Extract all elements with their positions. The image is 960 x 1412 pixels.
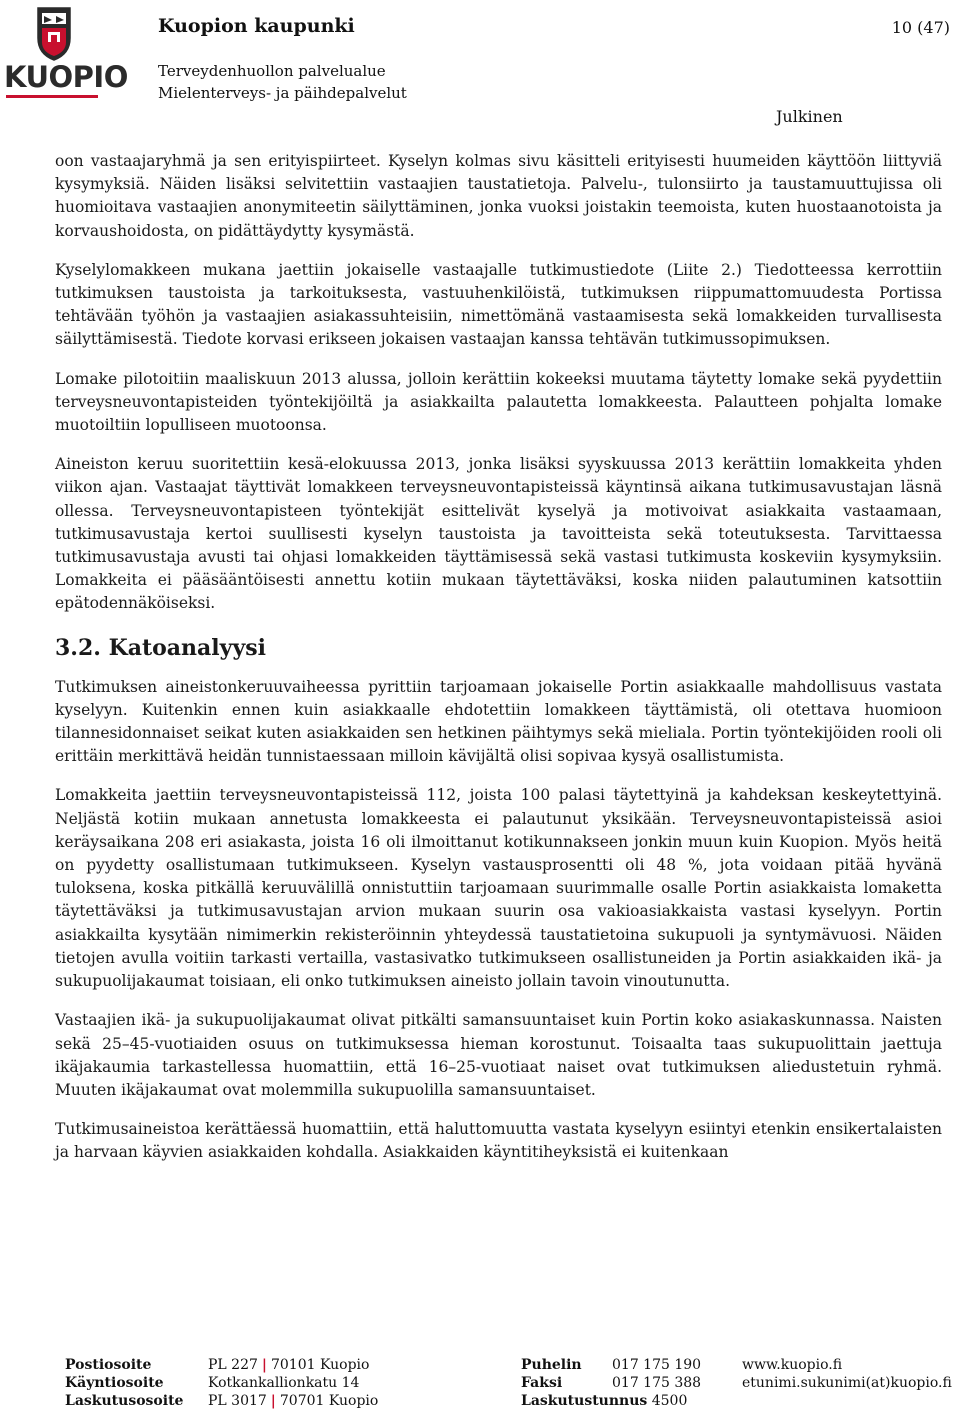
organization-name: Kuopion kaupunki bbox=[158, 15, 355, 37]
document-classification: Julkinen bbox=[776, 107, 843, 126]
page-footer bbox=[0, 1352, 960, 1412]
billing-address-value bbox=[208, 1392, 378, 1410]
footer-web bbox=[742, 1356, 952, 1392]
document-body bbox=[55, 150, 942, 1181]
email-link[interactable]: etunimi.sukunimi(at)kuopio.fi bbox=[742, 1375, 952, 1391]
billing-code: 70701 Kuopio bbox=[279, 1393, 379, 1409]
footer-labels-address bbox=[65, 1356, 183, 1410]
section-heading: 3.2. Katoanalyysi bbox=[55, 634, 266, 661]
website-link[interactable]: www.kuopio.fi bbox=[742, 1357, 843, 1373]
paragraph: oon vastaajaryhmä ja sen erityispiirteet. Kyselyn kolmas sivu käsitteli erityisesti huumeiden käyttöön liittyviä kysymyksiä. Näiden lisäksi selvitettiin vastaajien taustatietoja. Palvelu-, tulonsiirto ja taustamuuttujissa oli huomioitava vastaajien anonymiteetin säilyttäminen, jonka vuoksi joistakin teemoista, kuten huostaanotoista ja korvaushoidosta, on pidättäydytty kysymästä. bbox=[55, 152, 942, 240]
visiting-address-label: Käyntiosoite bbox=[65, 1375, 164, 1391]
footer-values-address bbox=[208, 1356, 378, 1410]
billing-number-row bbox=[521, 1392, 687, 1410]
phone-label: Puhelin bbox=[521, 1357, 582, 1373]
postal-code: 70101 Kuopio bbox=[270, 1357, 370, 1373]
phone-value: 017 175 190 bbox=[612, 1357, 702, 1373]
paragraph: Lomakkeita jaettiin terveysneuvontapisteissä 112, joista 100 palasi täytettyinä ja kahdeksan keskeytettyinä. Neljästä kotiin mukaan annetusta lomakkeesta ei palautunut yksikään. Terveysneuvontapisteissä asioi keräysaikana 208 eri asiakasta, joista 16 oli ilmoittanut kotikunnakseen jonkin muun kuin Kuopion. Myös heitä on pyydetty osallistumaan tutkimukseen. Kyselyn vastausprosentti oli 48 %, jota voidaan pitää hyvänä tuloksena, koska pitkällä keruuvälillä onnistuttiin tarjoamaan suurimmalle osalle Portin asiakkaista lomaketta täytettäväksi ja tutkimusavustajan arvion mukaan suurin osa vakioasiakkaista vastasi kyselyyn. Portin asiakkailta kysytään nimimerkin rekisteröinnin yhteydessä taustatietoina sukupuoli ja syntymävuosi. Näiden tietojen avulla voitiin tarkasti vertailla, vastasivatko tutkimukseen osallistuneiden ja Portin asiakkaiden ikä- ja sukupuolijakaumat toisiaan, eli onko tutkimuksen aineisto jollain tavoin vinoutunutta. bbox=[55, 786, 942, 991]
fax-label: Faksi bbox=[521, 1375, 563, 1391]
billing-number-label: Laskutustunnus bbox=[521, 1393, 648, 1409]
logo-underline bbox=[6, 95, 98, 98]
visiting-address-value: Kotkankallionkatu 14 bbox=[208, 1375, 360, 1391]
paragraph: Lomake pilotoitiin maaliskuun 2013 alussa, jolloin kerättiin kokeeksi muutama täytetty lomake sekä pyydettiin terveysneuvontapisteiden työntekijöiltä ja asiakkailta palautetta lomakkeesta. Palautteen pohjalta lomake muotoiltiin lopulliseen muotoonsa. bbox=[55, 369, 942, 435]
logo-wordmark: KUOPIO bbox=[4, 60, 128, 94]
page-header bbox=[0, 0, 960, 135]
department-line-2: Mielenterveys- ja päihdepalvelut bbox=[158, 84, 407, 102]
billing-number-value: 4500 bbox=[651, 1393, 688, 1409]
paragraph: Tutkimusaineistoa kerättäessä huomattiin, että haluttomuutta vastata kyselyyn esiintyi etenkin ensikertalaisten ja harvaan käyvien asiakkaiden kohdalla. Asiakkaiden käyntitiheyksistä ei kuitenkaan bbox=[55, 1120, 942, 1162]
paragraph: Tutkimuksen aineistonkeruuvaiheessa pyrittiin tarjoamaan jokaiselle Portin asiakkaalle mahdollisuus vastata kyselyyn. Kuitenkin ennen kuin asiakkaalle ehdotettiin lomakkeen täyttämistä, oli otettava huomioon tilannesidonnaiset seikat kuten asiakkaiden sen hetkinen päihtymys sekä mieliala. Portin työntekijöiden rooli oli erittäin merkittävä heidän tunnistaessaan milloin kävijältä olisi sopivaa kysyä osallistumista. bbox=[55, 677, 942, 766]
billing-box: PL 3017 bbox=[208, 1393, 267, 1409]
paragraph: Aineiston keruu suoritettiin kesä-elokuussa 2013, jonka lisäksi syyskuussa 2013 kerättiin lomakkeita yhden viikon ajan. Vastaajat täyttivät lomakkeen terveysneuvontapisteissä käyntinsä aikana tutkimusavustajan läsnä ollessa. Terveysneuvontapisteen työntekijät esittelivät kyselyä ja motivoivat asiakkaita vastaamaan, tutkimusavustaja kertoi suullisesti kyselyn taustoista ja tavoitteista sekä toteutuksesta. Tarvittaessa tutkimusavustaja avusti tai ohjasi lomakkeiden täyttämisessä sekä vastasi tutkimusta koskeviin kysymyksiin. Lomakkeita ei pääsääntöisesti annettu kotiin mukaan täytettäväksi, koska niiden palautuminen katsottiin epätodennäköiseksi. bbox=[55, 455, 942, 613]
postal-address-label: Postiosoite bbox=[65, 1357, 152, 1373]
postal-address-value bbox=[208, 1356, 378, 1374]
department-line-1: Terveydenhuollon palvelualue bbox=[158, 62, 386, 80]
fax-value: 017 175 388 bbox=[612, 1375, 702, 1391]
paragraph: Vastaajien ikä- ja sukupuolijakaumat olivat pitkälti samansuuntaiset kuin Portin koko asiakaskunnassa. Naisten sekä 25–45-vuotiaiden osuus on tutkimuksessa hieman korostunut. Toisaalta taas sukupuolittain jaettuja ikäjakaumia tarkastellessa huomattiin, että 16–25-vuotiaat naiset ovat tutkimuksen aliedustetuin ryhmä. Muuten ikäjakaumat ovat molemmilla sukupuolilla samansuuntaiset. bbox=[55, 1011, 942, 1099]
footer-values-contact bbox=[612, 1356, 701, 1392]
postal-box: PL 227 bbox=[208, 1357, 258, 1373]
separator: | bbox=[261, 1357, 267, 1373]
billing-address-label: Laskutusosoite bbox=[65, 1393, 184, 1409]
page-number: 10 (47) bbox=[891, 18, 950, 37]
separator: | bbox=[270, 1393, 276, 1409]
paragraph: Kyselylomakkeen mukana jaettiin jokaiselle vastaajalle tutkimustiedote (Liite 2.) Tiedotteessa kerrottiin tutkimuksen taustoista ja tarkoituksesta, vastuuhenkilöistä, tutkimuksen riippumattomuudesta Portissa tehtävään työhön ja vastaajien asiakassuhteisiin, nimettömänä vastaamisesta sekä lomakkeiden turvallisesta säilyttämisestä. Tiedote korvasi erikseen jokaisen vastaajan kanssa tehtävän tutkimussopimuksen. bbox=[55, 260, 942, 349]
